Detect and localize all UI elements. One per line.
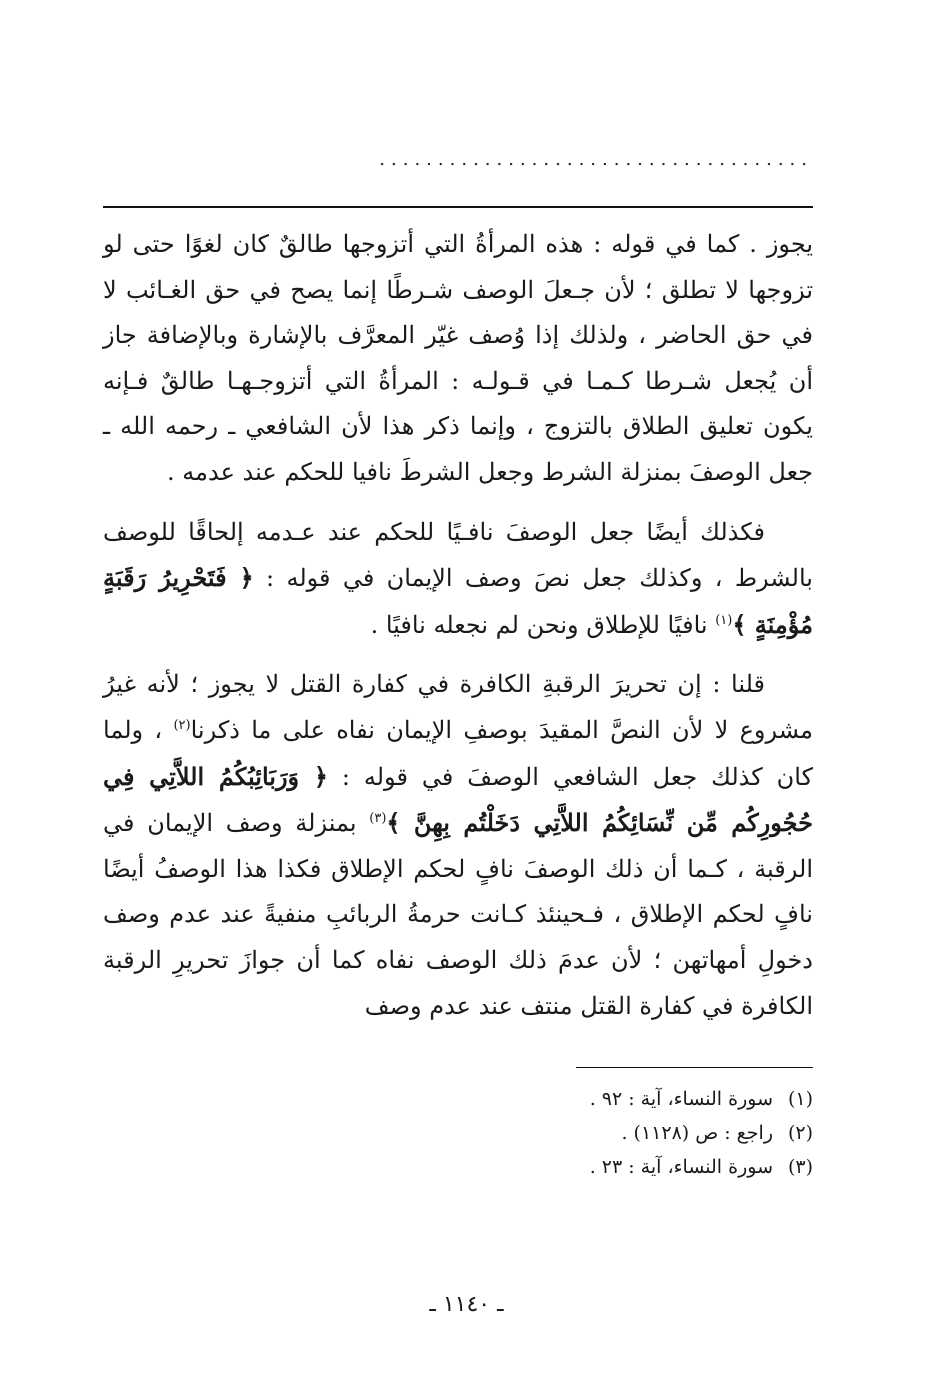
header-dotted-line: ..................................... (379, 150, 813, 170)
footnote-2 (403, 1116, 813, 1150)
footnote-ref-1: (١) (715, 612, 733, 628)
footnote-2-number: (٢) (787, 1122, 813, 1144)
paragraph-2 (103, 510, 813, 649)
footnote-3-text: سورة النساء، آية : ٢٣ . (589, 1156, 773, 1178)
paragraph-3 (103, 662, 813, 1029)
quran-verse-1: ﴿ فَتَحْرِيرُ رَقَبَةٍ مُؤْمِنَةٍ ﴾ (103, 563, 813, 639)
paragraph-3-mid: ، ولما كان كذلك جعل الشافعي الوصفَ في قوله : (103, 715, 813, 791)
footnote-1 (403, 1082, 813, 1116)
footnote-1-number: (١) (787, 1088, 813, 1110)
footnote-ref-3: (٣) (369, 811, 387, 827)
footnote-2-text: راجع : ص (١١٢٨) . (621, 1122, 773, 1144)
header-rule (103, 206, 813, 208)
main-text (103, 222, 813, 1029)
footnote-1-text: سورة النساء، آية : ٩٢ . (589, 1088, 773, 1110)
footnote-3 (403, 1150, 813, 1184)
paragraph-2-end: نافيًا للإطلاق ونحن لم نجعله نافيًا . (370, 610, 708, 639)
footnotes (403, 1082, 813, 1184)
page-number: ـ ١١٤٠ ـ (429, 1292, 504, 1317)
paragraph-3-end: بمنزلة وصف الإيمان في الرقبة ، كـما أن ذلك الوصفَ نافٍ لحكم الإطلاق فكذا هذا الوصفُ أيضًا نافٍ لحكم الإطلاق ، فـحينئذ كـانت حرمةُ الربائبِ منفيةً عند عدم وصف دخولِ أمهاتهن ؛ لأن عدمَ ذلك الوصف نفاه كما أن جوازَ تحريرِ الرقبة الكافرة في كفارة القتل منتف عند عدم وصف (103, 809, 813, 1020)
quran-verse-2: ﴿ وَرَبَائِبُكُمُ اللاَّتِي فِي حُجُورِكُم مِّن نِّسَائِكُمُ اللاَّتِي دَخَلْتُم بِهِنَّ ﴾ (103, 761, 813, 838)
footnote-rule (576, 1067, 813, 1068)
paragraph-2-intro: فكذلك أيضًا جعل الوصفَ نافـيًا للحكم عند عـدمه إلحاقًا للوصف بالشرط ، وكذلك جعل نصَ وصف الإيمان في قوله : (103, 517, 813, 593)
paragraph-3-intro: قلنا : إن تحريرَ الرقبةِ الكافرة في كفارة القتل لا يجوز ؛ لأنه غيرُ مشروع لا لأن النصَّ المقيدَ بوصفِ الإيمان نفاه على ما ذكرنا (103, 670, 814, 744)
footnote-ref-2: (٢) (173, 717, 191, 733)
paragraph-1: يجوز . كما في قوله : هذه المرأةُ التي أتزوجها طالقٌ كان لغوًا حتى لو تزوجها لا تطلق ؛ لأن جـعلَ الوصف شـرطًا إنما يصح في حق الغـائب لا في حق الحاضر ، ولذلك إذا وُصف غيّر المعرَّف بالإشارة وبالإضافة جاز أن يُجعل شـرطا كـمـا في قـولـه : المرأةُ التي أتزوجـهـا طالقٌ فـإنه يكون تعليق الطلاق بالتزوج ، وإنما ذكر هذا لأن الشافعي ـ رحمه الله ـ جعل الوصفَ بمنزلة الشرط وجعل الشرطَ نافيا للحكم عند عدمه . (103, 230, 813, 486)
footnote-3-number: (٣) (787, 1156, 813, 1178)
